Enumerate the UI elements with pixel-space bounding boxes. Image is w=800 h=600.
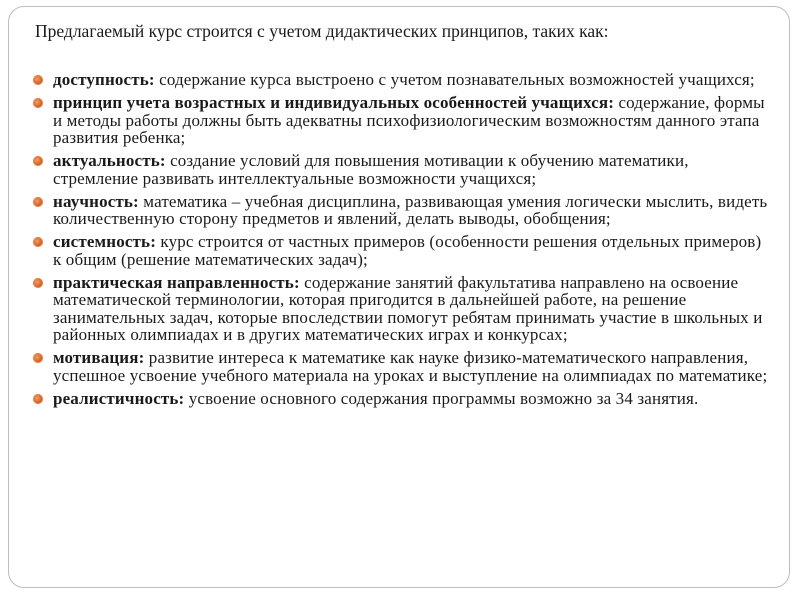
- list-item-vozrast: [33, 94, 773, 147]
- list-item-dostupnost: [33, 71, 773, 89]
- item-term: принцип учета возрастных и индивидуальных особенностей учащихся:: [53, 93, 615, 112]
- item-text: создание условий для повышения мотивации к обучению математики, стремление развивать интеллектуальные возможности учащихся;: [53, 151, 689, 188]
- item-term: практическая направленность:: [53, 272, 300, 292]
- item-term: реалистичность:: [53, 388, 185, 408]
- item-term: актуальность:: [53, 151, 166, 170]
- item-text: содержание, формы и методы работы должны быть адекватны психофизиологическим возможностям данного этапа развития ребенка;: [53, 93, 765, 147]
- list-item-sistemnost: [33, 233, 773, 268]
- bullet-icon: [33, 353, 43, 363]
- list-item-motivaciya: [33, 349, 773, 384]
- list-item-nauchnost: [33, 193, 773, 228]
- list-item-aktualnost: [33, 152, 773, 187]
- bullet-icon: [33, 197, 43, 207]
- intro-text: Предлагаемый курс строится с учетом дидактических принципов, таких как:: [35, 21, 609, 41]
- item-term: доступность:: [53, 70, 155, 89]
- bullet-icon: [33, 237, 43, 247]
- item-term: научность:: [53, 191, 139, 211]
- list-item-realistichnost: [33, 390, 773, 408]
- item-text: математика – учебная дисциплина, развивающая умения логически мыслить, видеть количественную сторону предметов и явлений, делать выводы, обобщения;: [53, 191, 768, 228]
- bullet-icon: [33, 98, 43, 108]
- bullet-icon: [33, 278, 43, 288]
- bullet-icon: [33, 75, 43, 85]
- bullet-icon: [33, 156, 43, 166]
- item-term: мотивация:: [53, 348, 145, 367]
- bullet-icon: [33, 394, 43, 404]
- item-text: содержание курса выстроено с учетом познавательных возможностей учащихся;: [154, 70, 755, 89]
- list-item-praktika: [33, 274, 773, 344]
- item-term: системность:: [53, 232, 157, 251]
- slide-frame: [8, 6, 790, 588]
- item-text: усвоение основного содержания программы возможно за 34 занятия.: [184, 388, 699, 408]
- item-text: развитие интереса к математике как науке физико-математического направления, успешное усвоение учебного материала на уроках и выступление на олимпиадах по математике;: [53, 348, 768, 385]
- item-text: содержание занятий факультатива направлено на освоение математической терминологии, которая пригодится в дальнейшей работе, на решение занимательных задач, которые впоследствии помогут ребятам принимать участие в школьных и районных олимпиадах и в других математических играх и конкурсах;: [53, 272, 763, 344]
- principles-list: [33, 71, 773, 413]
- item-text: курс строится от частных примеров (особенности решения отдельных примеров) к общим (решение математических задач);: [53, 232, 762, 269]
